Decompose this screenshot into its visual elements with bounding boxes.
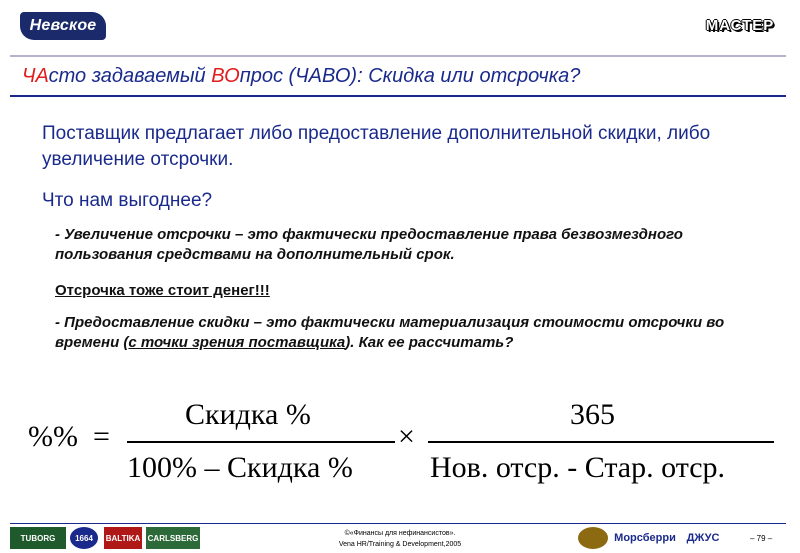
title-bar xyxy=(10,55,786,97)
title-text-2: прос (ЧАВО): Скидка или отсрочка? xyxy=(239,65,581,87)
slide-title xyxy=(22,65,580,88)
juice-logo: ДЖУС xyxy=(686,532,720,544)
fraction-bar-2 xyxy=(428,441,774,443)
formula xyxy=(0,395,800,495)
nevskoe-logo: Невское xyxy=(20,12,106,40)
baltika-logo: BALTIKA xyxy=(104,527,142,549)
formula-denominator-2: Нов. отср. - Стар. отср. xyxy=(430,451,726,484)
paragraph-question: Что нам выгоднее? xyxy=(42,190,213,211)
title-text-1: сто задаваемый xyxy=(48,65,212,87)
footer-divider xyxy=(10,523,786,524)
tuborg-logo: TUBORG xyxy=(10,527,66,549)
master-logo: МАСТЕР xyxy=(705,16,775,34)
paragraph-emphasis: Отсрочка тоже стоит денег!!! xyxy=(55,282,270,299)
kronenbourg-1664-logo: 1664 xyxy=(70,527,98,549)
paragraph-supplier: Поставщик предлагает либо предоставление дополнительной скидки, либо увеличение отсрочки. xyxy=(42,123,711,170)
carlsberg-logo: CARLSBERG xyxy=(146,527,200,549)
formula-numerator-2: 365 xyxy=(570,398,615,431)
formula-lhs: %% xyxy=(28,420,78,453)
title-red-2: ВО xyxy=(211,65,240,87)
formula-numerator-1: Скидка % xyxy=(185,398,311,431)
page-number: – 79 – xyxy=(750,534,773,543)
morsberri-logo: Морсберри xyxy=(614,532,676,544)
formula-equals: = xyxy=(93,420,110,453)
fraction-bar-1 xyxy=(127,441,395,443)
title-red-1: ЧА xyxy=(22,65,49,87)
footer-copyright: ©«Финансы для нефинансистов». Vena HR/Training & Development,2005 xyxy=(338,530,462,548)
brand-emblem-logo xyxy=(578,527,608,549)
formula-denominator-1: 100% – Скидка % xyxy=(127,451,353,484)
paragraph-deferral: - Увеличение отсрочки – это фактически предоставление права безвозмездного пользования средствами на дополнительный срок. xyxy=(55,226,683,263)
supplier-view-text: с точки зрения поставщика xyxy=(128,334,346,351)
formula-times: × xyxy=(398,420,415,453)
paragraph-discount: - Предоставление скидки – это фактически материализация стоимости отсрочки во времени (с точки зрения поставщика). Как ее рассчитать? xyxy=(55,314,725,351)
